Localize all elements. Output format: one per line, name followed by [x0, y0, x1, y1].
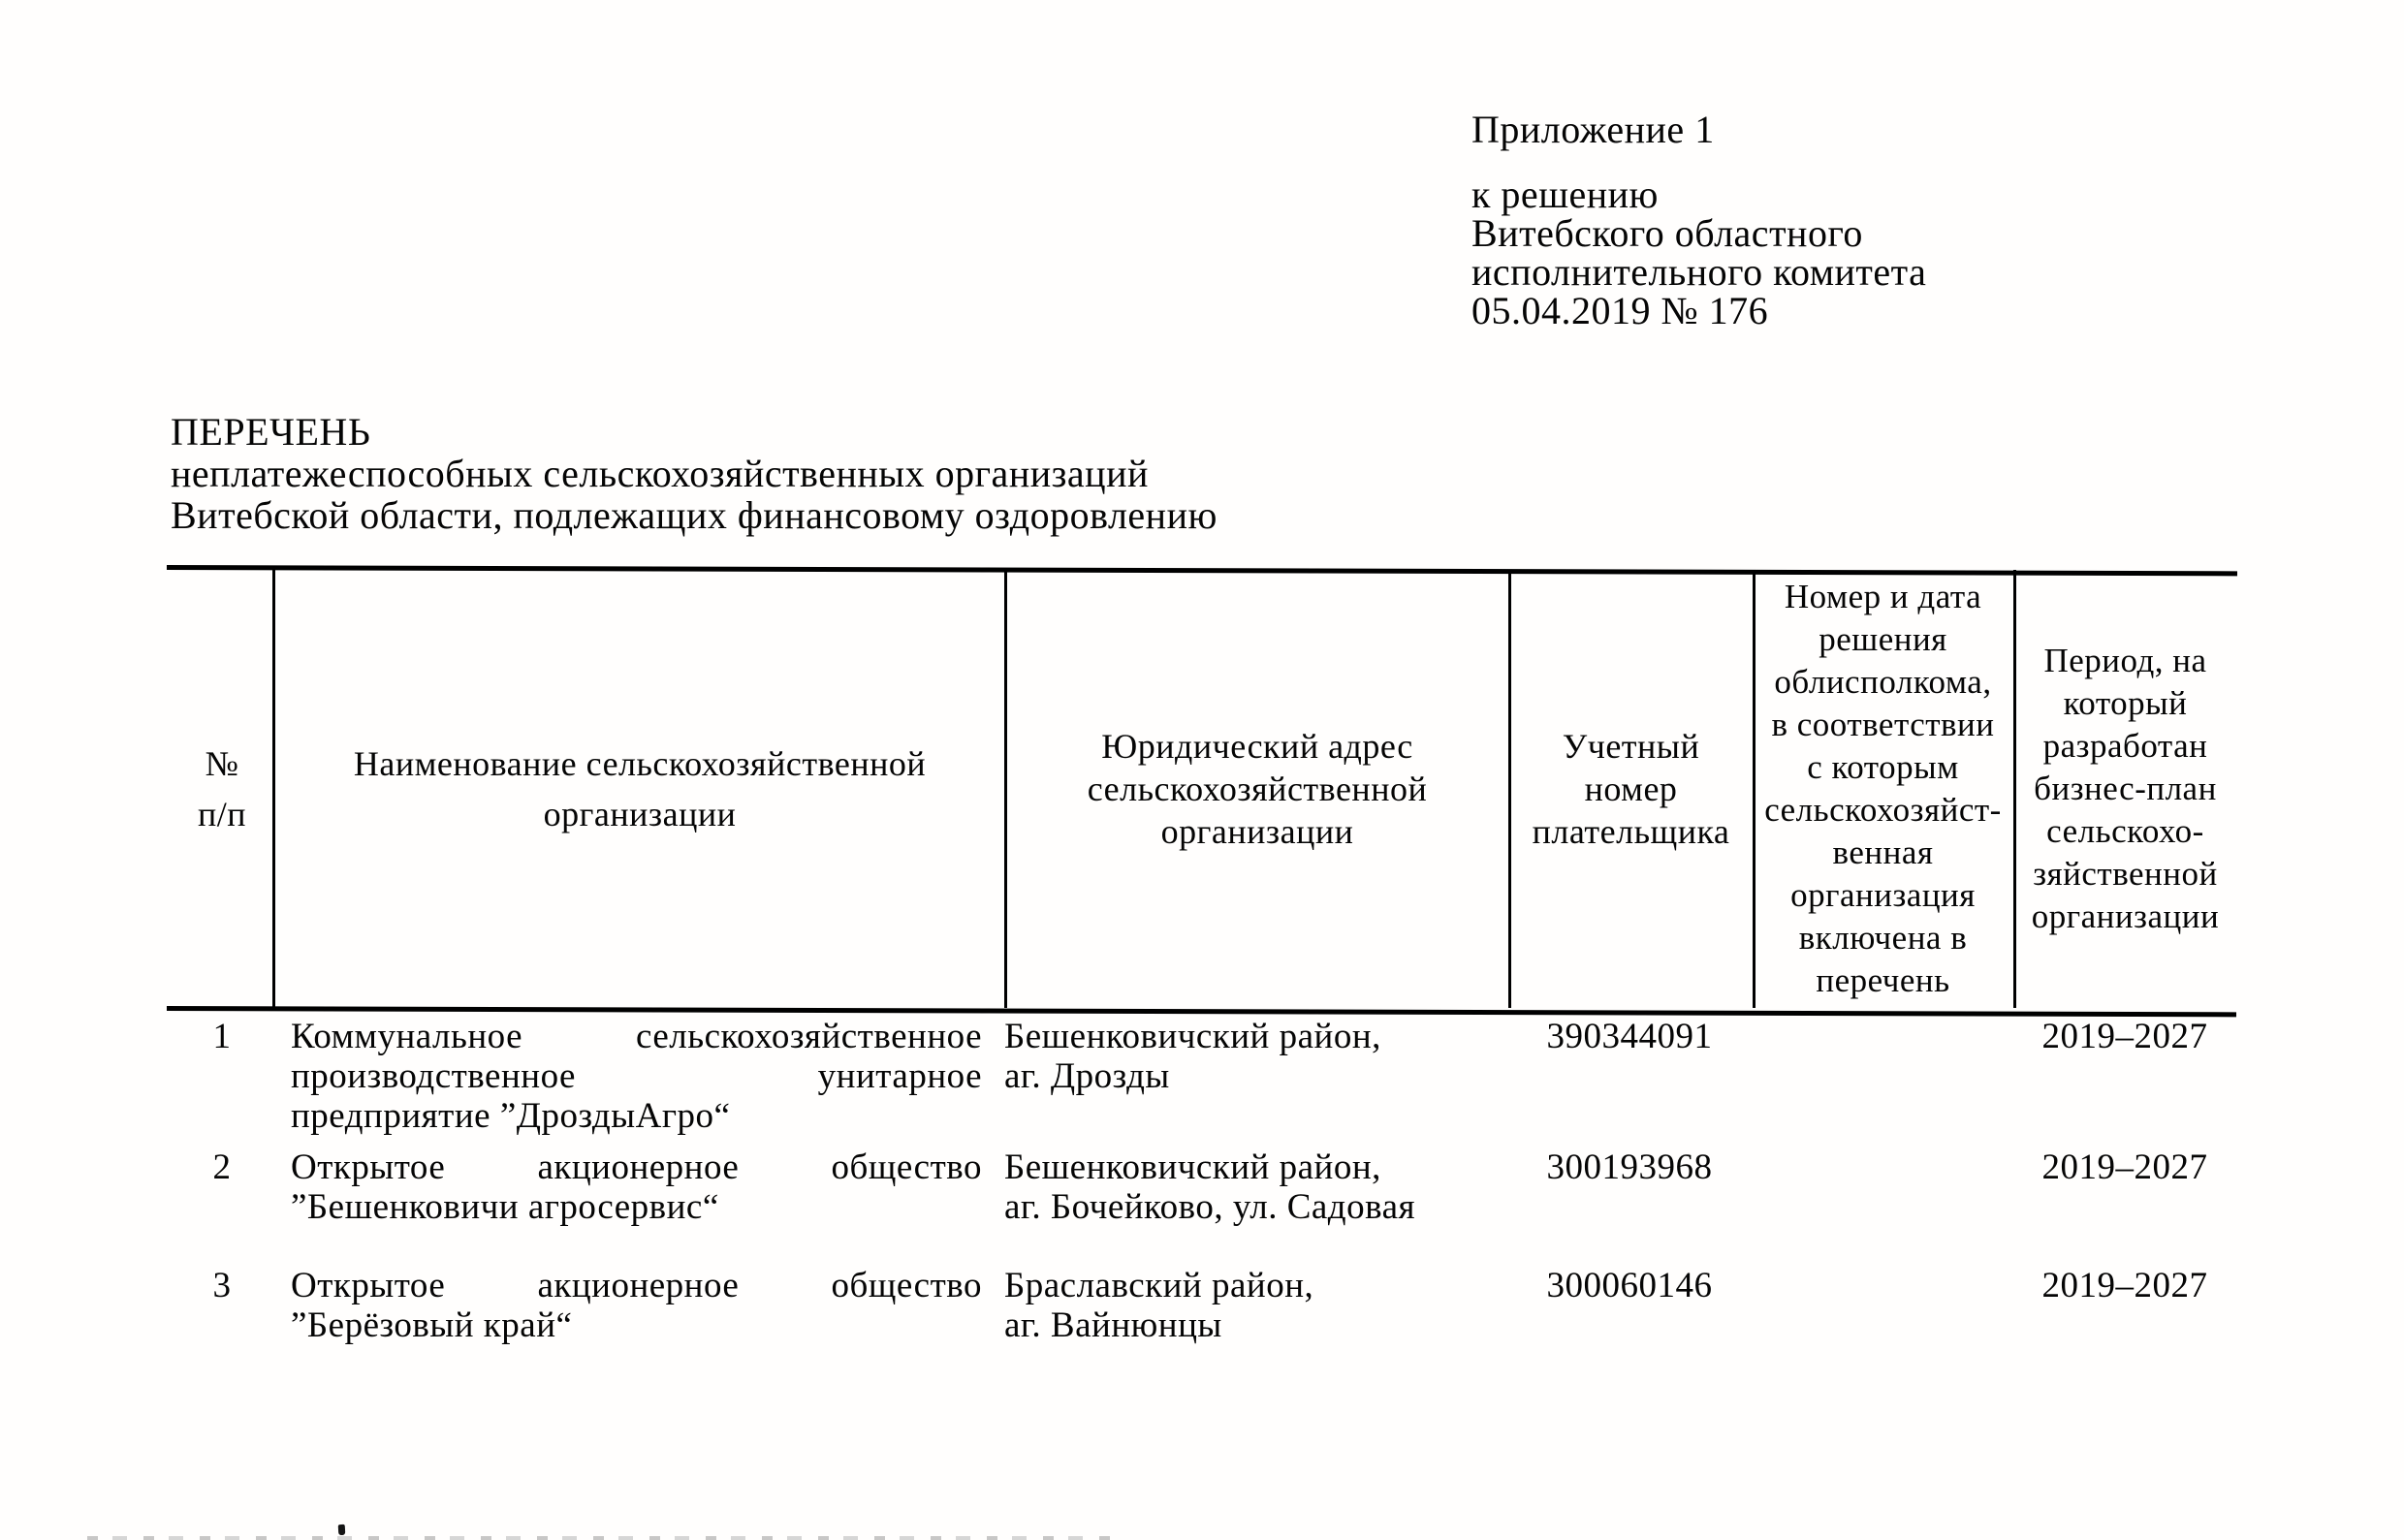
table-column-divider — [1004, 570, 1007, 1008]
table-cell-row-number: 3 — [212, 1266, 232, 1305]
text-line: ”Бешенковичи агросервис“ — [291, 1187, 719, 1227]
text-line: ”Берёзовый край“ — [291, 1305, 573, 1345]
text-line: Бешенковичский район, — [1004, 1017, 1381, 1056]
text-line: Период, на — [2043, 642, 2207, 679]
text-line: Коммунальное сельскохозяйственное — [291, 1017, 982, 1056]
header-legal-address — [1008, 572, 1506, 1006]
text-line: номер — [1584, 770, 1678, 808]
text-line: Учетный — [1562, 727, 1700, 766]
text-line: бизнес-план — [2034, 770, 2217, 807]
text-line: венная — [1832, 833, 1934, 871]
text-line: 05.04.2019 № 176 — [1471, 289, 1769, 332]
text-line: производственное унитарное — [291, 1056, 982, 1096]
text-line: аг. Вайнюнцы — [1004, 1305, 1222, 1345]
text-line: Юридический адрес — [1101, 727, 1413, 766]
text-line: облисполкома, — [1774, 663, 1992, 701]
text-line: разработан — [2042, 727, 2208, 765]
table-header-bottom-border — [167, 1006, 2236, 1017]
text-line: зяйственной — [2033, 855, 2218, 893]
text-line: плательщика — [1532, 812, 1730, 851]
table-cell-period: 2019–2027 — [2041, 1147, 2208, 1187]
text-line: неплатежеспособных сельскохозяйственных организаций — [171, 452, 1149, 495]
text-line: исполнительного комитета — [1471, 250, 1927, 294]
text-line: Наименование сельскохозяйственной — [353, 744, 927, 783]
header-business-plan-period — [2016, 572, 2234, 1006]
table-cell-payer-number: 390344091 — [1546, 1017, 1713, 1056]
text-line: который — [2063, 684, 2188, 722]
text-line: организации — [543, 795, 737, 833]
scan-artifact-mark — [338, 1524, 346, 1535]
text-line: включена в — [1798, 919, 1968, 957]
text-line: организации — [1160, 812, 1354, 851]
text-line: с которым — [1807, 748, 1959, 786]
text-line: Браславский район, — [1004, 1266, 1314, 1305]
table-cell-organization-name — [291, 1017, 982, 1136]
header-row-number — [172, 572, 272, 1006]
text-line: аг. Дрозды — [1004, 1056, 1170, 1096]
table-cell-row-number: 2 — [212, 1147, 232, 1187]
text-line: № — [205, 744, 239, 783]
appendix-reference-block — [1471, 175, 1926, 330]
text-line: Открытое акционерное общество — [291, 1266, 982, 1305]
table-cell-payer-number: 300193968 — [1546, 1147, 1713, 1187]
text-line: предприятие ”ДроздыАгро“ — [291, 1096, 731, 1136]
header-payer-number — [1511, 572, 1751, 1006]
table-cell-period: 2019–2027 — [2041, 1266, 2208, 1305]
scan-noise-bottom-edge — [87, 1536, 1124, 1540]
appendix-title: Приложение 1 — [1471, 108, 1715, 151]
document-title — [171, 411, 1218, 536]
text-line: организация — [1790, 876, 1976, 914]
header-organization-name — [277, 572, 1002, 1006]
table-cell-legal-address — [1004, 1266, 1508, 1345]
text-line: п/п — [197, 795, 247, 833]
text-line: Открытое акционерное общество — [291, 1147, 982, 1187]
table-cell-payer-number: 300060146 — [1546, 1266, 1713, 1305]
text-line: Витебского областного — [1471, 211, 1863, 255]
text-line: ПЕРЕЧЕНЬ — [171, 410, 371, 454]
table-cell-period: 2019–2027 — [2041, 1017, 2208, 1056]
table-column-divider — [272, 570, 275, 1008]
text-line: Бешенковичский район, — [1004, 1147, 1381, 1187]
text-line: сельскохозяйст- — [1764, 791, 2002, 829]
text-line: аг. Бочейково, ул. Садовая — [1004, 1187, 1416, 1227]
header-decision-number-date — [1755, 572, 2011, 1006]
table-cell-organization-name — [291, 1147, 982, 1227]
table-cell-row-number: 1 — [212, 1017, 232, 1056]
table-cell-legal-address — [1004, 1017, 1508, 1096]
text-line: Номер и дата — [1784, 578, 1982, 615]
text-line: перечень — [1816, 961, 1950, 999]
text-line: решения — [1819, 620, 1947, 658]
table-cell-legal-address — [1004, 1147, 1508, 1227]
text-line: Витебской области, подлежащих финансовому оздоровлению — [171, 493, 1218, 537]
text-line: в соответствии — [1771, 706, 1995, 743]
text-line: к решению — [1471, 173, 1659, 216]
text-line: сельскохо- — [2046, 812, 2204, 850]
table-cell-organization-name — [291, 1266, 982, 1345]
text-line: организации — [2031, 897, 2220, 935]
text-line: сельскохозяйственной — [1087, 770, 1428, 808]
